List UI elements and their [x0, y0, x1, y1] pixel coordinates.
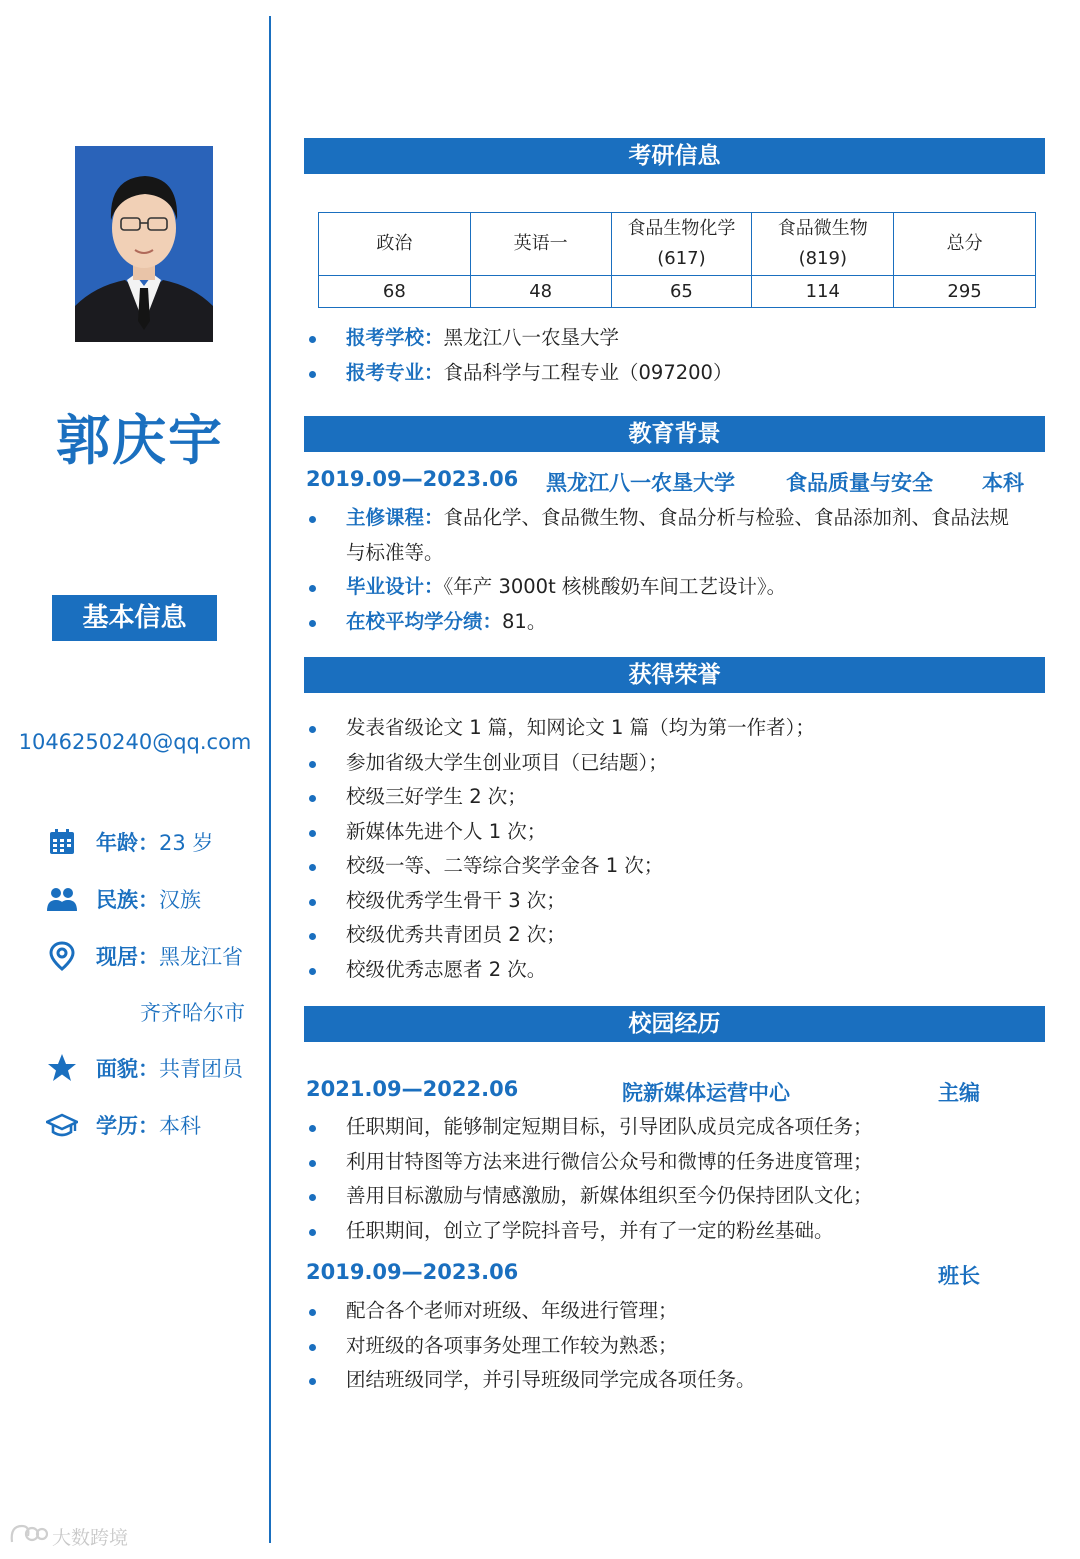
- section-campus-header: 校园经历: [304, 1006, 1045, 1042]
- list-item: 校级一等、二等综合奖学金各 1 次；: [304, 849, 1044, 884]
- honors-list: [304, 711, 1044, 987]
- info-residence: [46, 940, 243, 972]
- list-item: 配合各个老师对班级、年级进行管理；: [304, 1294, 1044, 1329]
- info-label: 年龄：: [96, 831, 159, 855]
- list-item: 对班级的各项事务处理工作较为熟悉；: [304, 1329, 1044, 1364]
- people-icon: [46, 883, 78, 915]
- list-item: 主修课程：食品化学、食品微生物、食品分析与检验、食品添加剂、食品法规 与标准等。: [304, 501, 1044, 570]
- education-entry-header: [306, 467, 1046, 499]
- section-honors-header: 获得荣誉: [304, 657, 1045, 693]
- info-age: [46, 826, 213, 858]
- list-item: 任职期间，能够制定短期目标，引导团队成员完成各项任务；: [304, 1110, 1044, 1145]
- info-education: [46, 1109, 201, 1141]
- profile-photo: [75, 146, 213, 342]
- campus-role: 主编: [938, 1081, 980, 1105]
- table-cell: 48: [470, 276, 611, 308]
- table-cell: 295: [894, 276, 1036, 308]
- info-value: 本科: [159, 1114, 201, 1138]
- calendar-icon: [46, 826, 78, 858]
- info-value: 共青团员: [159, 1057, 243, 1081]
- location-pin-icon: [46, 940, 78, 972]
- info-value: 黑龙江省: [159, 945, 243, 969]
- campus-role: 班长: [938, 1264, 980, 1288]
- list-item: 报考专业：食品科学与工程专业（097200）: [304, 356, 1044, 391]
- info-label: 学历：: [96, 1114, 159, 1138]
- star-icon: [46, 1052, 78, 1084]
- exam-scores-table: [318, 212, 1036, 308]
- list-item: 利用甘特图等方法来进行微信公众号和微博的任务进度管理；: [304, 1145, 1044, 1180]
- list-item: 校级优秀学生骨干 3 次；: [304, 884, 1044, 919]
- info-value: 23 岁: [159, 831, 214, 855]
- campus-duties-list: [304, 1110, 1044, 1248]
- campus-entry-header: [306, 1260, 1046, 1292]
- watermark-text: 大数跨境: [52, 1527, 129, 1549]
- list-item: 校级三好学生 2 次；: [304, 780, 1044, 815]
- watermark: [8, 1522, 128, 1551]
- email-address[interactable]: 1046250240@qq.com: [18, 730, 252, 754]
- basic-info-heading: 基本信息: [52, 595, 217, 641]
- info-value: 汉族: [159, 888, 201, 912]
- campus-entry-header: [306, 1077, 1046, 1109]
- campus-duties-list: [304, 1294, 1044, 1398]
- table-row: [319, 276, 1036, 308]
- info-political-status: [46, 1052, 243, 1084]
- section-education-header: 教育背景: [304, 416, 1045, 452]
- list-item: 新媒体先进个人 1 次；: [304, 815, 1044, 850]
- list-item: 任职期间，创立了学院抖音号，并有了一定的粉丝基础。: [304, 1214, 1044, 1249]
- table-cell: 65: [611, 276, 752, 308]
- education-degree: 本科: [982, 471, 1024, 495]
- residence-city: 齐齐哈尔市: [140, 1001, 245, 1025]
- column-divider: [269, 16, 271, 1543]
- campus-period: 2019.09—2023.06: [306, 1260, 519, 1284]
- list-item: 善用目标激励与情感激励，新媒体组织至今仍保持团队文化；: [304, 1179, 1044, 1214]
- table-header-cell: 政治: [319, 213, 471, 276]
- section-exam-header: 考研信息: [304, 138, 1045, 174]
- graduation-cap-icon: [46, 1109, 78, 1141]
- table-cell: 114: [752, 276, 894, 308]
- table-cell: 68: [319, 276, 471, 308]
- table-header-cell: 英语一: [470, 213, 611, 276]
- education-major: 食品质量与安全: [786, 471, 933, 495]
- list-item: 校级优秀共青团员 2 次；: [304, 918, 1044, 953]
- info-label: 面貌：: [96, 1057, 159, 1081]
- exam-target-list: [304, 321, 1044, 390]
- candidate-name: 郭庆宇: [56, 409, 224, 472]
- list-item: 发表省级论文 1 篇，知网论文 1 篇（均为第一作者）；: [304, 711, 1044, 746]
- info-label: 民族：: [96, 888, 159, 912]
- watermark-logo-icon: [8, 1522, 48, 1551]
- table-header-row: [319, 213, 1036, 276]
- education-period: 2019.09—2023.06: [306, 467, 519, 491]
- campus-period: 2021.09—2022.06: [306, 1077, 519, 1101]
- list-item: 在校平均学分绩：81。: [304, 605, 1044, 640]
- table-header-cell: 食品生物化学 (617): [611, 213, 752, 276]
- education-school: 黑龙江八一农垦大学: [546, 471, 735, 495]
- education-details-list: [304, 501, 1044, 639]
- list-item: 校级优秀志愿者 2 次。: [304, 953, 1044, 988]
- list-item: 参加省级大学生创业项目（已结题）；: [304, 746, 1044, 781]
- table-header-cell: 食品微生物 (819): [752, 213, 894, 276]
- list-item: 毕业设计：《年产 3000t 核桃酸奶车间工艺设计》。: [304, 570, 1044, 605]
- campus-organization: 院新媒体运营中心: [622, 1081, 790, 1105]
- info-label: 现居：: [96, 945, 159, 969]
- table-header-cell: 总分: [894, 213, 1036, 276]
- info-ethnicity: [46, 883, 201, 915]
- list-item: 报考学校：黑龙江八一农垦大学: [304, 321, 1044, 356]
- list-item: 团结班级同学，并引导班级同学完成各项任务。: [304, 1363, 1044, 1398]
